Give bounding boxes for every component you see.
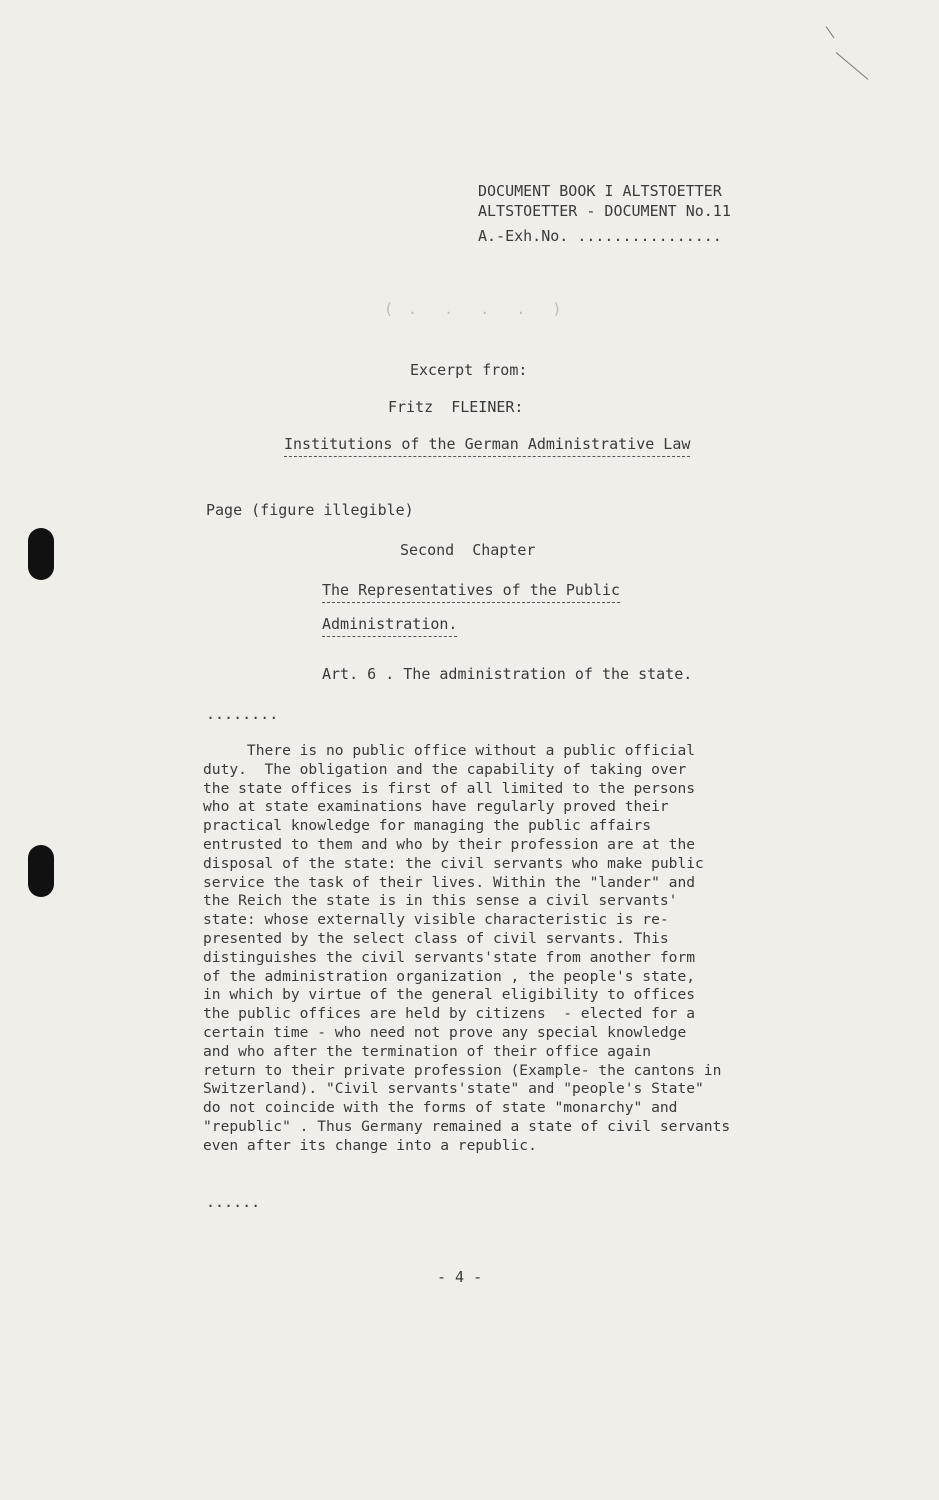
body-line: of the administration organization , the people's state,: [203, 967, 696, 985]
body-line: the Reich the state is in this sense a civil servants': [203, 892, 678, 910]
article-heading: Art. 6 . The administration of the state.: [322, 665, 693, 683]
ellipsis-top: ........: [206, 705, 279, 723]
body-line: Switzerland). "Civil servants'state" and "people's State": [203, 1080, 704, 1098]
body-line: practical knowledge for managing the public affairs: [203, 817, 652, 835]
pen-mark: [826, 26, 835, 38]
body-line: "republic" . Thus Germany remained a state of civil servants: [203, 1117, 731, 1135]
author-name: Fritz FLEINER:: [388, 398, 524, 416]
chapter-subtitle-line1: The Representatives of the Public: [322, 581, 620, 603]
body-line: who at state examinations have regularly proved their: [203, 798, 669, 816]
body-line: entrusted to them and who by their profession are at the: [203, 835, 696, 853]
punch-hole-top: [28, 528, 54, 580]
punch-hole-bottom: [28, 845, 54, 897]
body-line: the state offices is first of all limited to the persons: [203, 779, 696, 797]
body-line: return to their private profession (Example- the cantons in: [203, 1061, 722, 1079]
chapter-subtitle-line2: Administration.: [322, 615, 457, 637]
body-line: the public offices are held by citizens - elected for a: [203, 1005, 696, 1023]
body-line: service the task of their lives. Within the "lander" and: [203, 873, 696, 891]
body-line: duty. The obligation and the capability of taking over: [203, 760, 687, 778]
body-line: do not coincide with the forms of state "monarchy" and: [203, 1099, 678, 1117]
body-line: There is no public office without a public official: [203, 742, 696, 759]
body-paragraph: [203, 742, 823, 1156]
body-line: and who after the termination of their office again: [203, 1042, 652, 1060]
body-line: presented by the select class of civil servants. This: [203, 929, 669, 947]
body-line: in which by virtue of the general eligibility to offices: [203, 986, 696, 1004]
ellipsis-bottom: ......: [206, 1193, 261, 1211]
body-line: certain time - who need not prove any special knowledge: [203, 1023, 687, 1041]
page-number: - 4 -: [437, 1268, 483, 1286]
book-title: Institutions of the German Administrative Law: [284, 435, 690, 457]
pen-mark: [836, 52, 869, 80]
page-reference: Page (figure illegible): [206, 501, 414, 519]
body-line: disposal of the state: the civil servants who make public: [203, 854, 704, 872]
illegible-stamp: ( . . . . ): [384, 300, 565, 318]
chapter-heading: Second Chapter: [400, 541, 536, 559]
body-line: distinguishes the civil servants'state from another form: [203, 948, 696, 966]
excerpt-label: Excerpt from:: [410, 361, 528, 379]
body-line: state: whose externally visible characteristic is re-: [203, 911, 669, 929]
doc-book-line: DOCUMENT BOOK I ALTSTOETTER: [478, 182, 722, 200]
body-line: even after its change into a republic.: [203, 1136, 537, 1154]
exhibit-number-line: A.-Exh.No. ................: [478, 227, 722, 245]
document-number-line: ALTSTOETTER - DOCUMENT No.11: [478, 202, 731, 220]
